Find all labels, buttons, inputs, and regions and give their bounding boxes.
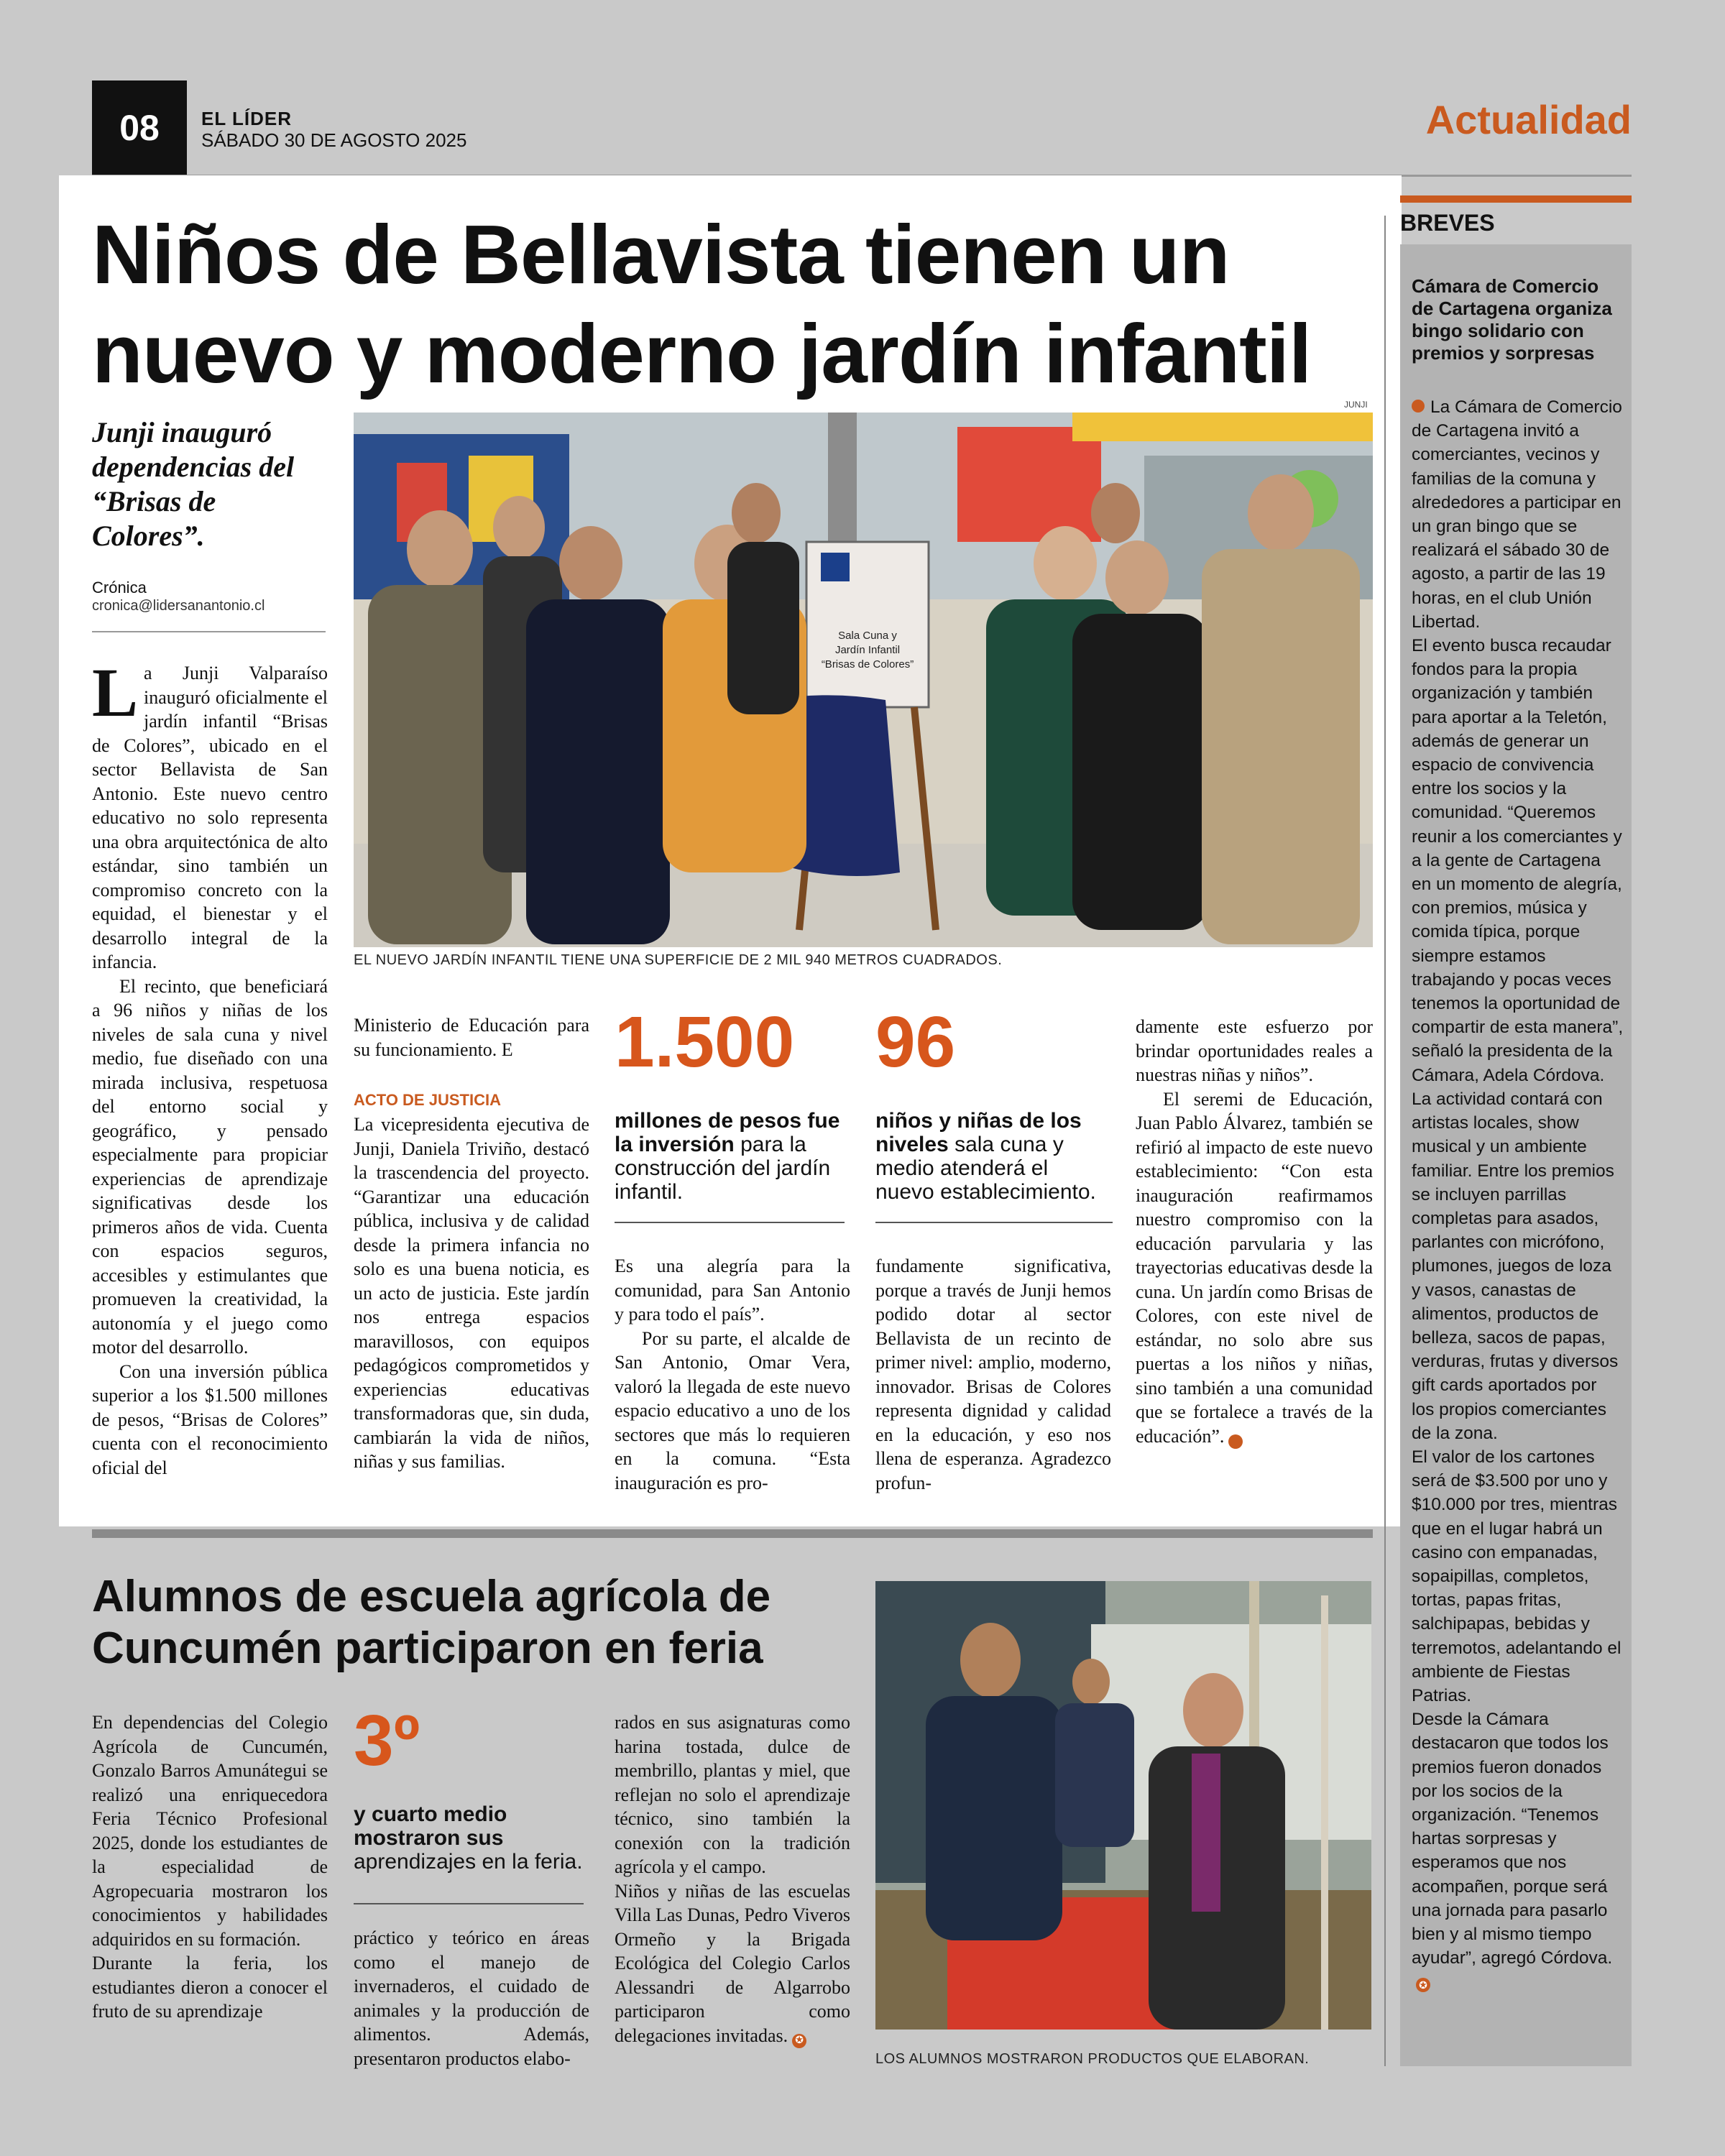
byline-email[interactable]: cronica@lidersanantonio.cl: [92, 598, 265, 614]
paragraph: En dependencias del Colegio Agrícola de Cuncumén, Gonzalo Barros Amunátegui se realizó una enriquecedora Feria Técnico Profesional 2025, donde los estudiantes de la especialidad de Agropecuaria mostraron los conocimientos y habilidades adquiridos en su formación.: [92, 1712, 328, 1950]
paragraph: rados en sus asignaturas como harina tostada, dulce de membrillo, plantas y miel, que reflejan no solo el aprendizaje técnico, sino también la conexión con la tradición agrícola y el campo.: [615, 1712, 850, 1877]
article-separator: [92, 1529, 1373, 1538]
breves-accent-bar: [1400, 195, 1632, 203]
paragraph-text: Desde la Cámara destacaron que todos los premios fueron donados por los socios de la organización. “Tenemos hartas sorpresas y esperamos que nos acompañen, porque será una jornada para pasarlo bien y al mismo tiempo ayudar”, agregó Córdova.: [1412, 1710, 1613, 1968]
paragraph: Durante la feria, los estudiantes dieron a conocer el fruto de su aprendizaje: [92, 1953, 328, 2022]
paragraph: práctico y teórico en áreas como el manejo de invernaderos, el cuidado de animales y la producción de alimentos. Además, presentaron productos elabo-: [354, 1927, 589, 2069]
paragraph-text: a Junji Valparaíso inauguró oficialmente el jardín infantil “Brisas de Colores”, ubicado en el sector Bellavista de San Antonio. Este nuevo centro educativo no solo representa una obra arquitectónica de alto estándar, sino también un compromiso concreto con la equidad, el bienestar y el desarrollo integral de la infancia.: [92, 663, 328, 972]
second-headline: Alumnos de escuela agrícola de Cuncumén participaron en feria: [92, 1572, 771, 1673]
inauguration-photo: [354, 413, 1373, 947]
article-column-2: [354, 1112, 589, 1474]
stat-grade-number: 3º: [354, 1700, 420, 1781]
newspaper-name: EL LÍDER: [201, 108, 292, 129]
second-article-column-3: [615, 1710, 850, 2048]
paragraph: Es una alegría para la comunidad, para San Antonio y para todo el país”.: [615, 1256, 850, 1325]
paragraph: [1412, 395, 1624, 634]
paragraph-text: Niños y niñas de las escuelas Villa Las Dunas, Pedro Viveros Ormeño y la Brigada Ecológica del Colegio Carlos Alessandri de Algarrobo participaron como delegaciones invitadas.: [615, 1880, 850, 2046]
stat-rest: aprendizajes en la feria.: [354, 1850, 583, 1874]
plaque-line-1: Sala Cuna y: [838, 630, 897, 642]
stat-bold: millones de pesos fue la inversión: [615, 1109, 840, 1156]
drop-cap: L: [92, 654, 139, 731]
paragraph: Por su parte, el alcalde de San Antonio, Omar Vera, valoró la llegada de este nuevo espacio educativo a uno de los sectores que más lo requieren en la comuna. “Esta inauguración es pro-: [615, 1327, 850, 1493]
paragraph-text: La Cámara de Comercio de Cartagena invitó a comerciantes, vecinos y familias de la comuna y alrededores a participar en un gran bingo que se realizará el sábado 30 de agosto, a partir de las 19 horas, en el club Unión Libertad.: [1412, 397, 1622, 632]
breves-label: BREVES: [1400, 210, 1495, 236]
paragraph: La actividad contará con artistas locales, show musical y un ambiente familiar. Entre los premios se incluyen parrillas completas para asados, parlantes con micrófono, plumones, juegos de loza y vasos, canastas de alimentos, productos de belleza, sacos de papas, verduras, frutas y diversos gift cards aportados por los propios comerciantes de la zona.: [1412, 1089, 1619, 1443]
stat-children-number: 96: [875, 1002, 956, 1082]
article-column-5: [1136, 1015, 1373, 1449]
paragraph: La vicepresidenta ejecutiva de Junji, Daniela Triviño, destacó la trascendencia del proyecto. “Garantizar una educación pública, inclusiva y de calidad desde la primera infancia no solo es una buena noticia, es un acto de justicia. Este jardín nos entrega espacios maravillosos, con equipos pedagógicos comprometidos y experiencias educativas transformadoras que, sin duda, cambiarán la vida de niños, niñas y sus familias.: [354, 1114, 589, 1472]
article-column-4: [875, 1254, 1111, 1495]
stat-children-text: [875, 1109, 1105, 1204]
paragraph: El recinto, que beneficiará a 96 niños y niñas de los niveles de sala cuna y nivel medio, fue diseñado con una mirada inclusiva, respetuosa del entorno social y geográfico, y pensado especialmente para propiciar experiencias de aprendizaje significativas desde los primeros años de vida. Cuenta con espacios seguros, accesibles y estimulantes que promueven la creatividad, la autonomía y el juego como motor del desarrollo.: [92, 975, 328, 1358]
second-article-column-1: [92, 1710, 328, 2024]
plaque-line-3: “Brisas de Colores”: [821, 658, 914, 671]
page-number: 08: [92, 80, 187, 175]
fair-photo-illustration: [875, 1581, 1371, 2030]
inauguration-photo-illustration: [354, 413, 1373, 947]
breves-body: [1412, 395, 1624, 1994]
article-column-2-top: [354, 1013, 589, 1061]
subheading-acto-de-justicia: ACTO DE JUSTICIA: [354, 1091, 501, 1109]
breves-headline: Cámara de Comercio de Cartagena organiza bingo solidario con premios y sorpresas: [1412, 275, 1612, 364]
stat-rest: para la construcción del jardín infantil.: [615, 1133, 831, 1204]
bullet-icon: [1412, 400, 1425, 413]
byline-section: Crónica: [92, 579, 147, 596]
paragraph: [1412, 1708, 1624, 1994]
section-title: Actualidad: [1425, 97, 1632, 142]
fair-photo-caption: LOS ALUMNOS MOSTRARON PRODUCTOS QUE ELABORAN.: [875, 2051, 1310, 2067]
stat-rest: sala cuna y medio atenderá el nuevo establecimiento.: [875, 1133, 1096, 1204]
photo-caption: EL NUEVO JARDÍN INFANTIL TIENE UNA SUPERFICIE DE 2 MIL 940 METROS CUADRADOS.: [354, 952, 1003, 968]
main-subhead: Junji inauguró dependencias del “Brisas de Colores”.: [92, 416, 295, 552]
end-mark-icon: ✪: [1228, 1434, 1243, 1449]
paragraph: [1136, 1087, 1373, 1449]
main-headline: Niños de Bellavista tienen un nuevo y moderno jardín infantil: [92, 208, 1312, 400]
stat-rule: [875, 1222, 1113, 1223]
plaque-line-2: Jardín Infantil: [834, 644, 901, 656]
stat-grade-text: [354, 1802, 584, 1874]
paragraph: [92, 654, 328, 975]
fair-photo: [875, 1581, 1371, 2030]
paragraph: damente este esfuerzo por brindar oportunidades reales a nuestras niñas y niños”.: [1136, 1016, 1373, 1085]
stat-rule: [354, 1903, 584, 1904]
paragraph: [615, 1879, 850, 2048]
paragraph: Con una inversión pública superior a los $1.500 millones de pesos, “Brisas de Colores” cuenta con el reconocimiento oficial del: [92, 1360, 328, 1478]
paragraph: Ministerio de Educación para su funcionamiento. E: [354, 1015, 589, 1060]
end-mark-icon: ✪: [1416, 1978, 1430, 1992]
stat-rule: [615, 1222, 845, 1223]
stat-bold: niños y niñas de los niveles: [875, 1109, 1082, 1156]
paragraph: fundamente significativa, porque a través de Junji hemos podido dotar al sector Bellavista de un recinto de primer nivel: amplio, moderno, innovador. Brisas de Colores representa dignidad y calidad en la educación, y eso nos llena de esperanza. Agradezco profun-: [875, 1256, 1111, 1493]
paragraph-text: El seremi de Educación, Juan Pablo Álvarez, también se refirió al impacto de este nuevo establecimiento: “Con esta inauguración reafirmamos nuestro compromiso con la educación parvularia y las trayectorias educativas desde la cuna. Un jardín como Brisas de Colores, con este nivel de estándar, no solo abre sus puertas a los niños y niñas, sino también a una comunidad que se fortalece a través de la educación”.: [1136, 1088, 1373, 1447]
stat-investment-number: 1.500: [615, 1002, 795, 1082]
paragraph: El evento busca recaudar fondos para la propia organización y también para aportar a la Teletón, además de generar un espacio de convivencia entre los socios y la comunidad. “Queremos reunir a los comerciantes y a la gente de Cartagena en un momento de alegría, con premios, música y comida típica, porque siempre estamos trabajando y pocas veces tenemos la oportunidad de compartir de esta manera”, señaló la presidenta de la Cámara, Adela Córdova.: [1412, 636, 1624, 1085]
article-column-1: [92, 654, 328, 1480]
byline-rule: [92, 631, 326, 632]
stat-investment-text: [615, 1109, 845, 1204]
issue-date: SÁBADO 30 DE AGOSTO 2025: [201, 129, 467, 151]
article-column-3: [615, 1254, 850, 1495]
paragraph: El valor de los cartones será de $3.500 por uno y $10.000 por tres, mientras que en el lugar habrá un casino con empanadas, sopaipillas, completos, tortas, papas fritas, salchipapas, bebidas y terremotos, adelantando el ambiente de Fiestas Patrias.: [1412, 1447, 1622, 1705]
second-article-column-2: [354, 1926, 589, 2070]
end-mark-icon: ✪: [792, 2034, 806, 2048]
sidebar-divider: [1384, 216, 1386, 2066]
photo-credit: JUNJI: [1344, 400, 1368, 410]
stat-bold: y cuarto medio mostraron sus: [354, 1802, 507, 1850]
